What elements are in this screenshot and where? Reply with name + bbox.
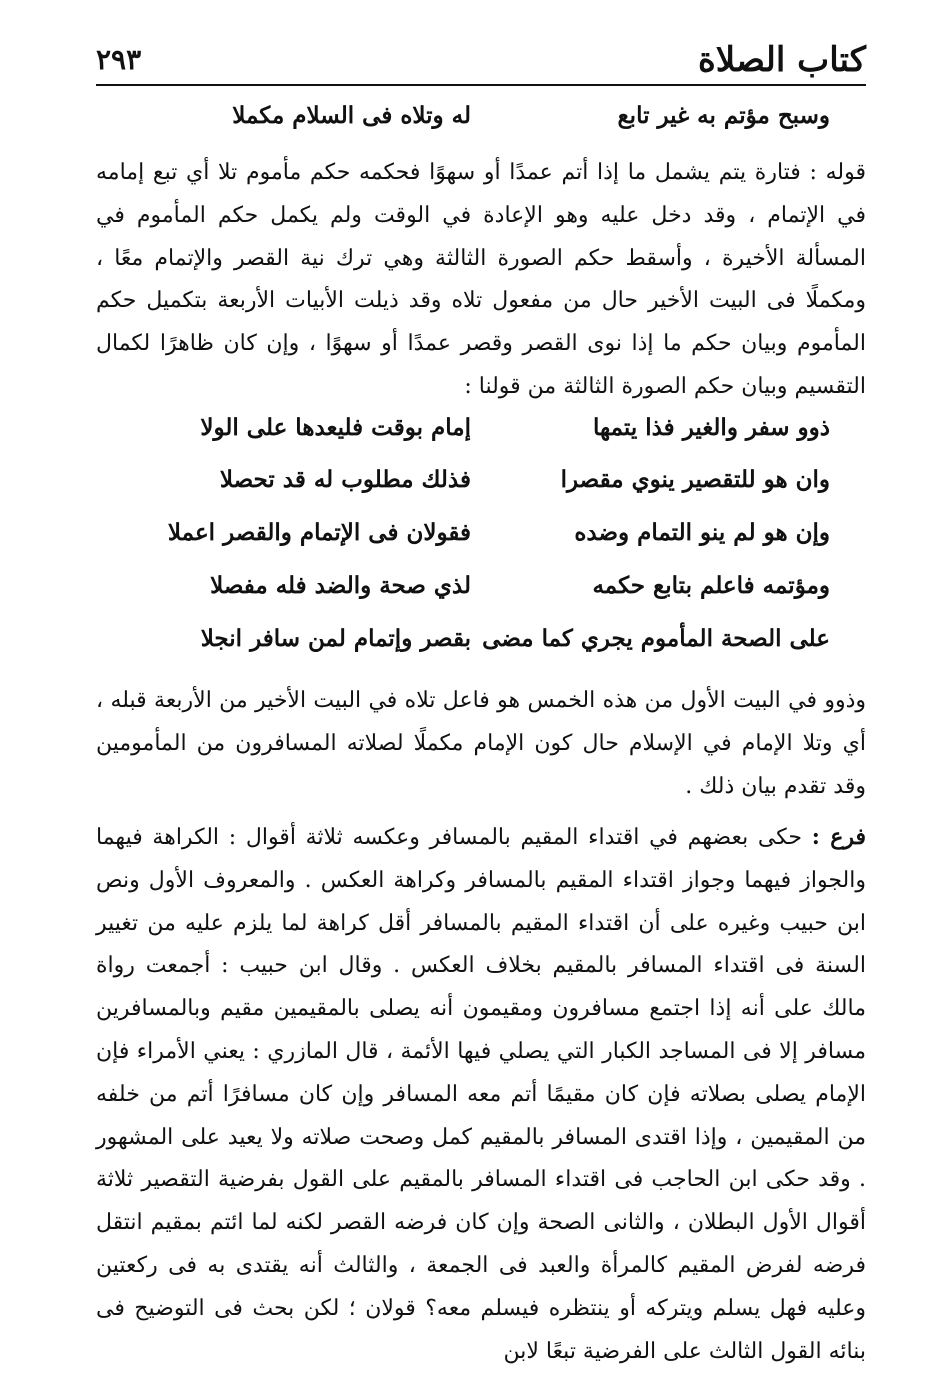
verse-line	[96, 94, 866, 138]
poem-line	[96, 617, 866, 661]
poem-first-hemistich: على الصحة المأموم يجري كما مضى	[482, 625, 830, 652]
poem-second-hemistich: لذي صحة والضد فله مفصلا	[210, 572, 471, 599]
branch-label: فرع :	[811, 824, 867, 850]
verse-first-hemistich: وسبح مؤتم به غير تابع	[617, 102, 830, 129]
poem-second-hemistich: إمام بوقت فليعدها على الولا	[200, 414, 471, 441]
commentary-paragraph: قوله : فتارة يتم يشمل ما إذا أتم عمدًا أو سهوًا فحكمه حكم مأموم تلا أي تبع إمامه في الإتمام ، وقد دخل عليه وهو الإعادة في الوقت ولم يكمل حكم المأموم في المسألة الأخيرة ، وأسقط حكم الصورة الثالثة وهي ترك نية القصر والإتمام معًا ، ومكملًا فى البيت الأخير حال من مفعول تلاه وقد ذيلت الأبيات الأربعة بتكميل حكم المأموم وبيان حكم ما إذا نوى القصر وقصر عمدًا أو سهوًا ، وإن كان ظاهرًا لكمال التقسيم وبيان حكم الصورة الثالثة من قولنا :	[96, 160, 866, 399]
branch-text: حكى بعضهم في اقتداء المقيم بالمسافر وعكسه ثلاثة أقوال : الكراهة فيهما والجواز فيهما وجواز اقتداء المقيم بالمسافر وكراهة العكس . والمعروف الأول ونص ابن حبيب وغيره على أن اقتداء المقيم بالمسافر أقل كراهة لما يلزم عليه من تغيير السنة فى اقتداء المسافر بالمقيم بخلاف العكس . وقال ابن حبيب : أجمعت رواة مالك على أنه إذا اجتمع مسافرون ومقيمون أنه يصلى بالمقيمين مقيم وبالمسافرين مسافر إلا فى المساجد الكبار التي يصلي فيها الأئمة ، قال المازري : يعني الأمراء فإن الإمام يصلى بصلاته فإن كان مقيمًا أتم معه المسافر وإن كان مسافرًا أتم من خلفه من المقيمين ، وإذا اقتدى المسافر بالمقيم كمل وصحت صلاته ولا يعيد على المشهور . وقد حكى ابن الحاجب فى اقتداء المسافر بالمقيم على القول بفرضية التقصير ثلاثة أقوال الأول البطلان ، والثانى الصحة وإن كان فرضه القصر لكنه لما ائتم بمقيم انتقل فرضه لفرض المقيم كالمرأة والعبد فى الجمعة ، والثالث أنه يقتدى به فى ركعتين وعليه فهل يسلم ويتركه أو ينتظره فيسلم معه؟ قولان ؛ لكن بحث فى التوضيح فى بنائه القول الثالث على الفرضية تبعًا لابن	[96, 825, 866, 1364]
header-divider	[96, 84, 866, 86]
verse-second-hemistich: له وتلاه فى السلام مكملا	[232, 102, 471, 129]
running-header	[96, 32, 866, 84]
poem-line	[96, 511, 866, 555]
page-number: ٢٩٣	[96, 43, 142, 76]
explanation-paragraph: وذوو في البيت الأول من هذه الخمس هو فاعل تلاه في البيت الأخير من الأربعة قبله ، أي وتلا الإمام في الإسلام حال كون الإمام مكملًا لصلاته المسافرون من المأمومين وقد تقدم بيان ذلك .	[96, 688, 866, 799]
poem-first-hemistich: وإن هو لم ينو التمام وضده	[574, 519, 830, 546]
poem-first-hemistich: ومؤتمه فاعلم بتابع حكمه	[592, 572, 830, 599]
poem-line	[96, 458, 866, 502]
poem-second-hemistich: بقصر وإتمام لمن سافر انجلا	[200, 625, 471, 652]
poem-first-hemistich: ذوو سفر والغير فذا يتمها	[592, 414, 830, 441]
poem-line	[96, 406, 866, 450]
chapter-title: كتاب الصلاة	[697, 40, 866, 80]
poem-second-hemistich: فذلك مطلوب له قد تحصلا	[219, 466, 471, 493]
branch-paragraph	[96, 816, 866, 1373]
poem-line	[96, 564, 866, 608]
poem-second-hemistich: فقولان فى الإتمام والقصر اعملا	[167, 519, 471, 546]
poem-first-hemistich: وان هو للتقصير ينوي مقصرا	[560, 466, 830, 493]
